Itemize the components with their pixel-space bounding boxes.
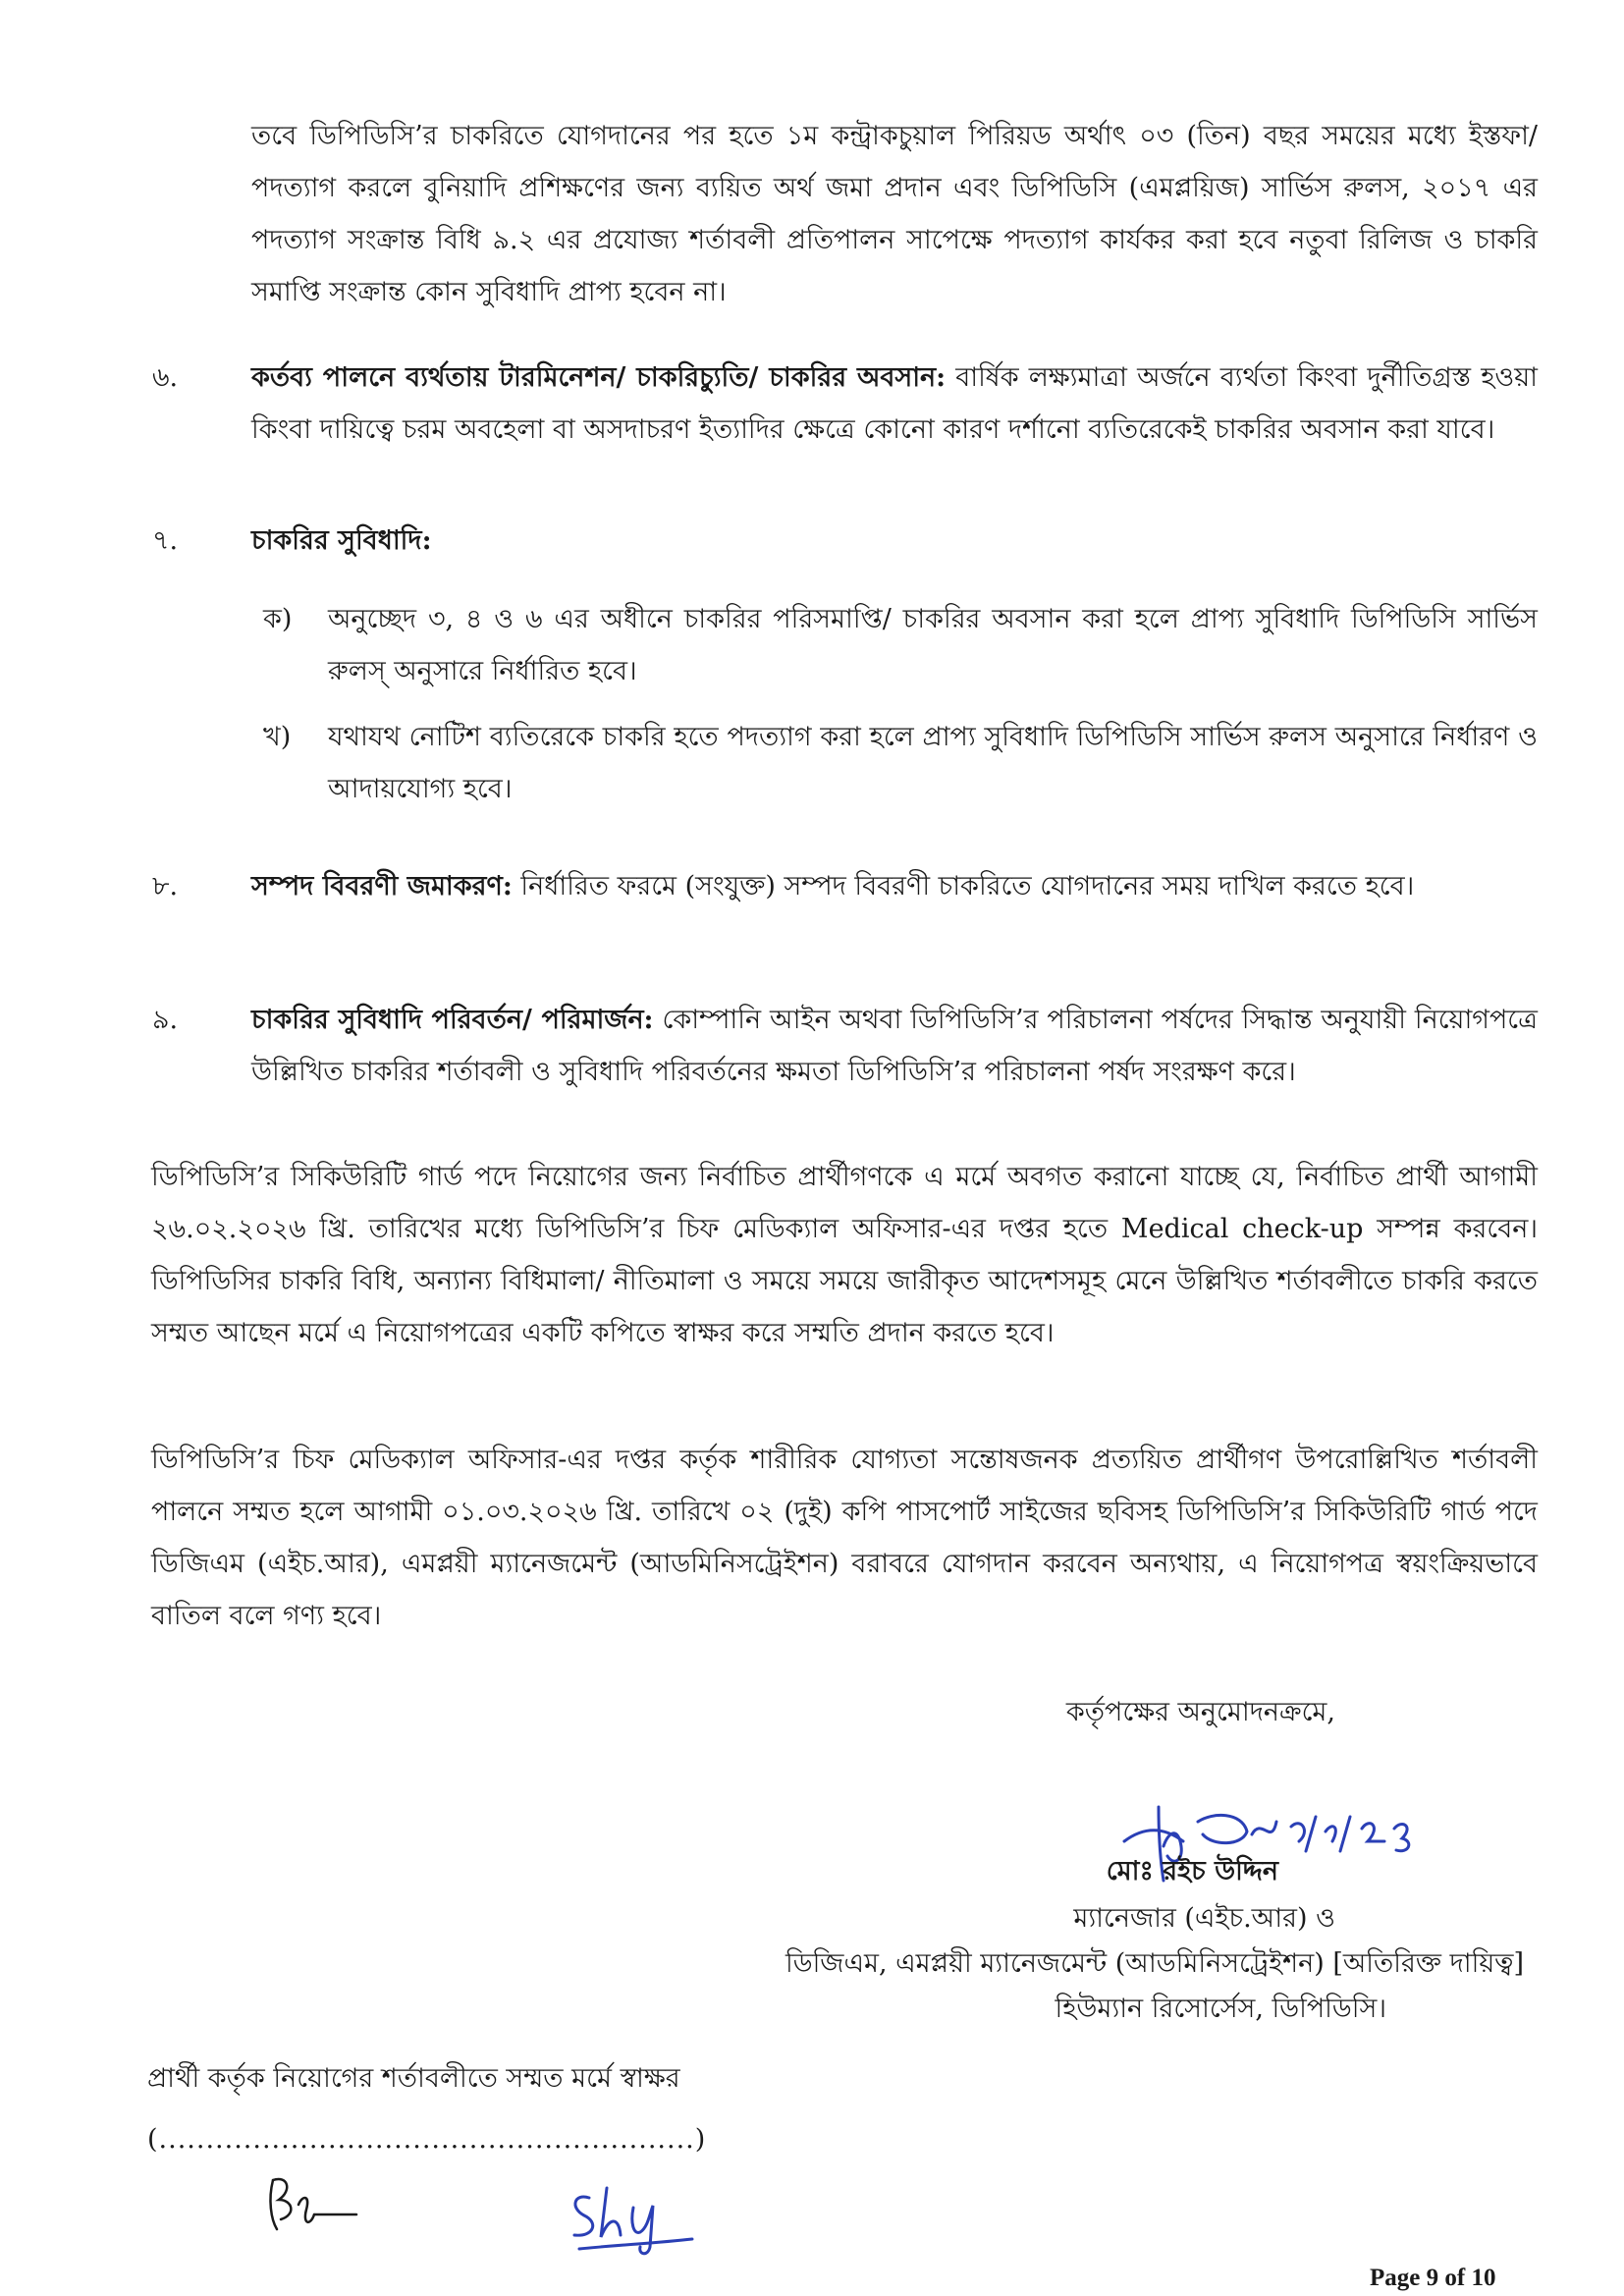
clause-heading: চাকরির সুবিধাদি পরিবর্তন/ পরিমার্জন: — [251, 1005, 654, 1035]
clause-heading: চাকরির সুবিধাদি: — [251, 525, 432, 556]
clause-heading: সম্পদ বিবরণী জমাকরণ: — [251, 871, 513, 902]
subclause-label: ক) — [263, 604, 293, 634]
clause-6-text — [251, 352, 1538, 456]
clause-7-text — [251, 515, 1538, 567]
clause-8-text — [251, 860, 1538, 912]
clause-9-text — [251, 994, 1538, 1098]
signatory-name: মোঃ রইচ উদ্দিন — [1106, 1856, 1278, 1886]
clause-body: কোম্পানি আইন অথবা ডিপিডিসি’র পরিচালনা পর্ষদের সিদ্ধান্ত অনুযায়ী নিয়োগপত্রে উল্লিখিত চাকরির শর্তাবলী ও সুবিধাদি পরিবর্তনের ক্ষমতা ডিপিডিসি’র পরিচালনা পর্ষদ সংরক্ষণ করে। — [251, 1005, 1538, 1087]
signatory-title-1: ম্যানেজার (এইচ.আর) ও — [1073, 1903, 1335, 1934]
joining-paragraph: ডিপিডিসি’র চিফ মেডিক্যাল অফিসার-এর দপ্তর কর্তৃক শারীরিক যোগ্যতা সন্তোষজনক প্রত্যয়িত প্রার্থীগণ উপরোল্লিখিত শর্তাবলী পালনে সম্মত হলে আগামী ০১.০৩.২০২৬ খ্রি. তারিখে ০২ (দুই) কপি পাসপোর্ট সাইজের ছবিসহ ডিপিডিসি’র সিকিউরিটি গার্ড পদে ডিজিএম (এইচ.আর), এমপ্লয়ী ম্যানেজমেন্ট (আডমিনিসট্রেইশন) বরাবরে যোগদান করবেন অন্যথায়, এ নিয়োগপত্র স্বয়ংক্রিয়ভাবে বাতিল বলে গণ্য হবে। — [151, 1445, 1538, 1631]
initials-signature — [263, 2165, 371, 2244]
medical-checkup-paragraph: ডিপিডিসি’র সিকিউরিটি গার্ড পদে নিয়োগের জন্য নির্বাচিত প্রার্থীগণকে এ মর্মে অবগত করানো যাচ্ছে যে, নির্বাচিত প্রার্থী আগামী ২৬.০২.২০২৬ খ্রি. তারিখের মধ্যে ডিপিডিসি’র চিফ মেডিক্যাল অফিসার-এর দপ্তর হতে Medical check-up সম্পন্ন করবেন। ডিপিডিসির চাকরি বিধি, অন্যান্য বিধিমালা/ নীতিমালা ও সময়ে সময়ে জারীকৃত আদেশসমূহ মেনে উল্লিখিত শর্তাবলীতে চাকরি করতে সম্মত আছেন মর্মে এ নিয়োগপত্রের একটি কপিতে স্বাক্ষর করে সম্মতি প্রদান করতে হবে। — [151, 1162, 1538, 1348]
candidate-sign-blank: (.........................................................) — [147, 2124, 707, 2155]
page-number: Page 9 of 10 — [1370, 2265, 1496, 2291]
approval-line: কর্তৃপক্ষের অনুমোদনক্রমে, — [1065, 1697, 1335, 1727]
signatory-title-3: হিউম্যান রিসোর্সেস, ডিপিডিসি। — [1055, 1994, 1386, 2024]
signatory-title-2: ডিজিএম, এমপ্লয়ী ম্যানেজমেন্ট (আডমিনিসট্রেইশন) [অতিরিক্ত দায়িত্ব] — [785, 1948, 1524, 1979]
clause-number: ৭. — [152, 525, 179, 556]
clause-number: ৮. — [152, 871, 179, 902]
subclause-label: খ) — [263, 722, 292, 752]
candidate-sign-label: প্রার্থী কর্তৃক নিয়োগের শর্তাবলীতে সম্মত মর্মে স্বাক্ষর — [147, 2063, 680, 2094]
initials-signature-blue — [560, 2178, 707, 2262]
clause-number: ৯. — [152, 1005, 179, 1035]
intro-continuation-paragraph: তবে ডিপিডিসি’র চাকরিতে যোগদানের পর হতে ১ম কন্ট্রাকচুয়াল পিরিয়ড অর্থাৎ ০৩ (তিন) বছর সময়ের মধ্যে ইস্তফা/ পদত্যাগ করলে বুনিয়াদি প্রশিক্ষণের জন্য ব্যয়িত অর্থ জমা প্রদান এবং ডিপিডিসি (এমপ্লয়িজ) সার্ভিস রুলস, ২০১৭ এর পদত্যাগ সংক্রান্ত বিধি ৯.২ এর প্রযোজ্য শর্তাবলী প্রতিপালন সাপেক্ষে পদত্যাগ কার্যকর করা হবে নতুবা রিলিজ ও চাকরি সমাপ্তি সংক্রান্ত কোন সুবিধাদি প্রাপ্য হবেন না। — [251, 121, 1538, 307]
clause-number: ৬. — [152, 362, 179, 393]
subclause-ka-text: অনুচ্ছেদ ৩, ৪ ও ৬ এর অধীনে চাকরির পরিসমাপ্তি/ চাকরির অবসান করা হলে প্রাপ্য সুবিধাদি ডিপিডিসি সার্ভিস রুলস্ অনুসারে নির্ধারিত হবে। — [328, 604, 1538, 686]
clause-body: বার্ষিক লক্ষ্যমাত্রা অর্জনে ব্যর্থতা কিংবা দুর্নীতিগ্রস্ত হওয়া কিংবা দায়িত্বে চরম অবহেলা বা অসদাচরণ ইত্যাদির ক্ষেত্রে কোনো কারণ দর্শানো ব্যতিরেকেই চাকরির অবসান করা যাবে। — [251, 362, 1538, 445]
subclause-kha-text: যথাযথ নোটিশ ব্যতিরেকে চাকরি হতে পদত্যাগ করা হলে প্রাপ্য সুবিধাদি ডিপিডিসি সার্ভিস রুলস অনুসারে নির্ধারণ ও আদায়যোগ্য হবে। — [328, 722, 1538, 804]
clause-heading: কর্তব্য পালনে ব্যর্থতায় টারমিনেশন/ চাকরিচ্যুতি/ চাকরির অবসান: — [251, 362, 947, 393]
clause-body: নির্ধারিত ফরমে (সংযুক্ত) সম্পদ বিবরণী চাকরিতে যোগদানের সময় দাখিল করতে হবে। — [512, 871, 1415, 902]
